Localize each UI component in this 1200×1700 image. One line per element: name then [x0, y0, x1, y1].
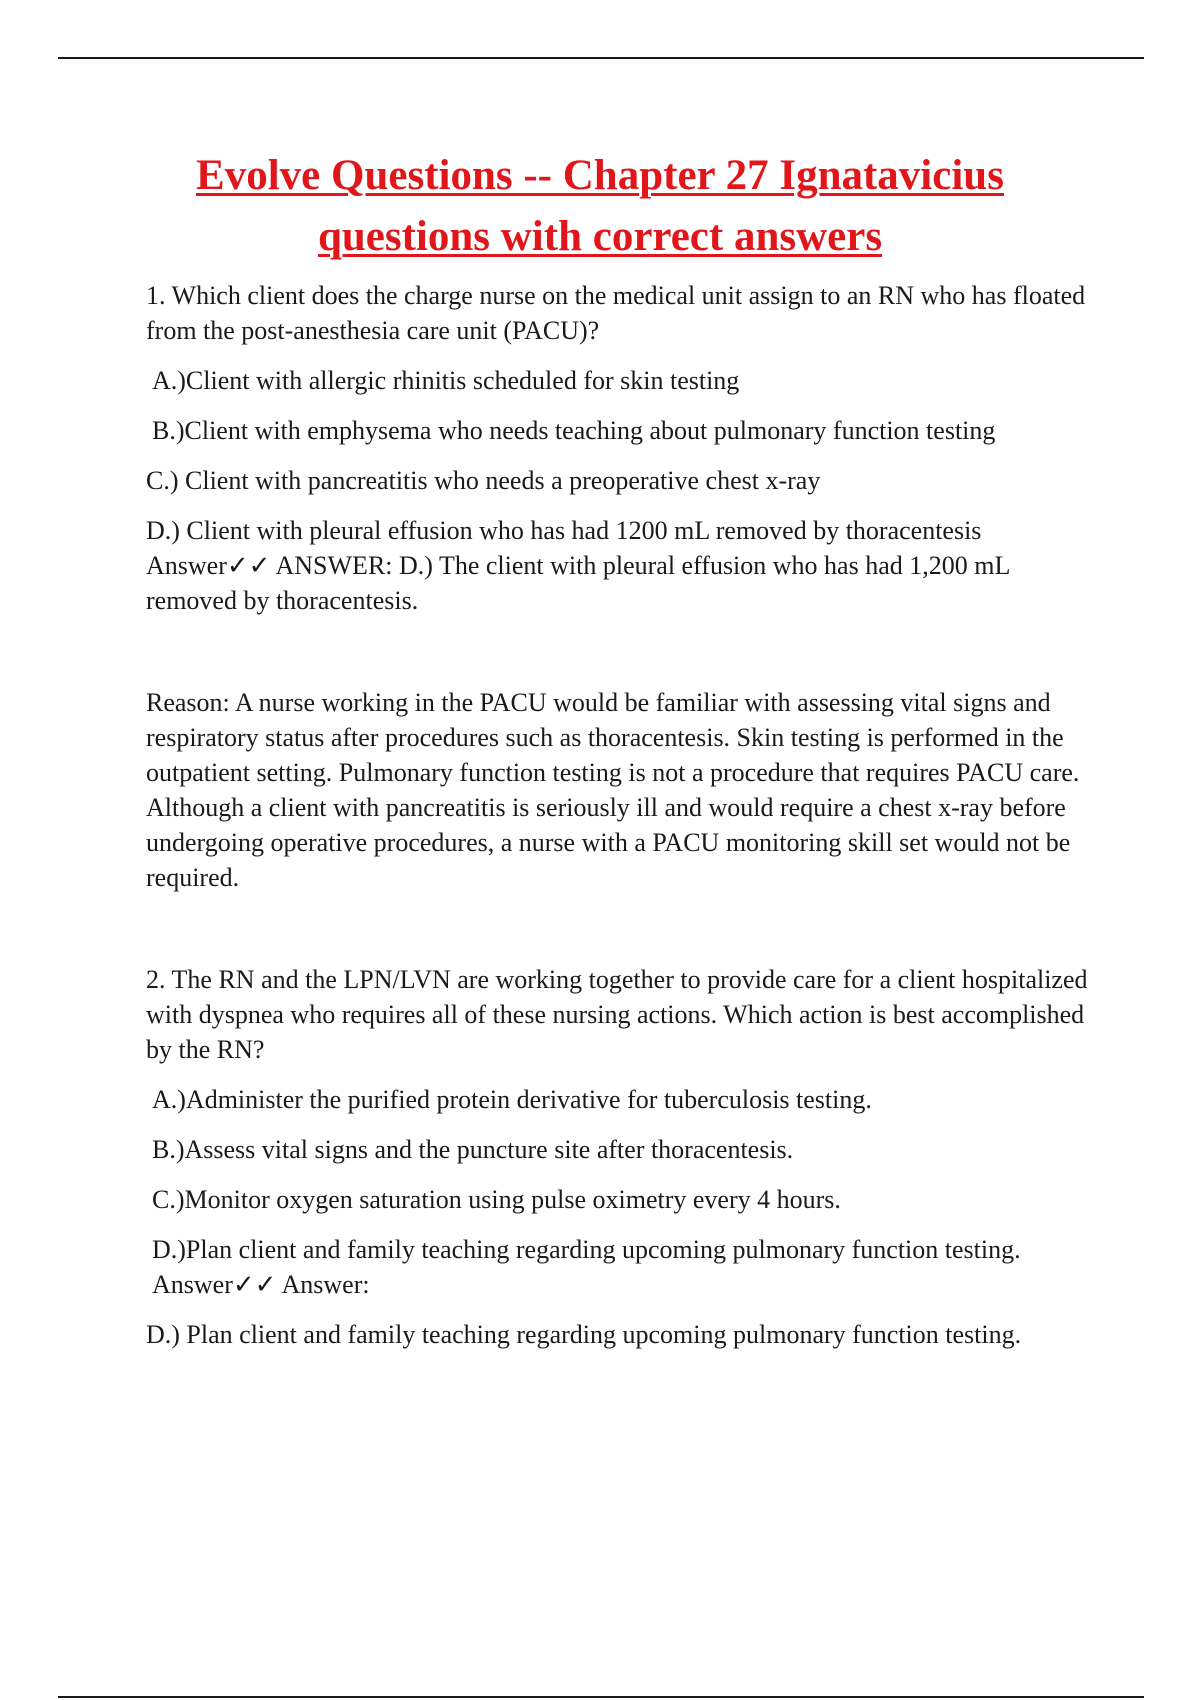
question-1-answer: Answer✓✓ ANSWER: D.) The client with pleural effusion who has had 1,200 mL removed by thoracentesis. — [146, 551, 1010, 615]
question-2-option-c: C.)Monitor oxygen saturation using pulse oximetry every 4 hours. — [152, 1185, 841, 1214]
bottom-rule — [58, 1696, 1144, 1698]
title-line-2: questions with correct answers — [317, 213, 883, 260]
question-2-option-a: A.)Administer the purified protein derivative for tuberculosis testing. — [152, 1085, 872, 1114]
question-2-stem: 2. The RN and the LPN/LVN are working together to provide care for a client hospitalized with dyspnea who requires all of these nursing actions. Which action is best accomplished by the RN? — [146, 965, 1088, 1064]
question-2-answer: D.) Plan client and family teaching regarding upcoming pulmonary function testing. — [146, 1320, 1022, 1349]
document-title — [100, 145, 1100, 267]
question-2-option-b: B.)Assess vital signs and the puncture site after thoracentesis. — [152, 1135, 794, 1164]
question-1-option-a: A.)Client with allergic rhinitis scheduled for skin testing — [152, 366, 740, 395]
question-2-option-d: D.)Plan client and family teaching regarding upcoming pulmonary function testing. Answer✓✓ Answer: — [152, 1235, 1021, 1299]
question-1-reason: Reason: A nurse working in the PACU would be familiar with assessing vital signs and respiratory status after procedures such as thoracentesis. Skin testing is performed in the outpatient setting. Pulmonary function testing is not a procedure that requires PACU care. Although a client with pancreatitis is seriously ill and would require a chest x-ray before undergoing operative procedures, a nurse with a PACU monitoring skill set would not be required. — [146, 688, 1080, 892]
question-1-stem: 1. Which client does the charge nurse on the medical unit assign to an RN who has floated from the post-anesthesia care unit (PACU)? — [146, 281, 1086, 345]
document-body — [146, 278, 1096, 1352]
title-line-1: Evolve Questions -- Chapter 27 Ignatavicius — [196, 152, 1004, 199]
question-1-option-c: C.) Client with pancreatitis who needs a preoperative chest x-ray — [146, 466, 821, 495]
question-1-option-d: D.) Client with pleural effusion who has had 1200 mL removed by thoracentesis — [146, 516, 982, 545]
question-1-option-b: B.)Client with emphysema who needs teaching about pulmonary function testing — [152, 416, 996, 445]
top-rule — [58, 57, 1144, 59]
